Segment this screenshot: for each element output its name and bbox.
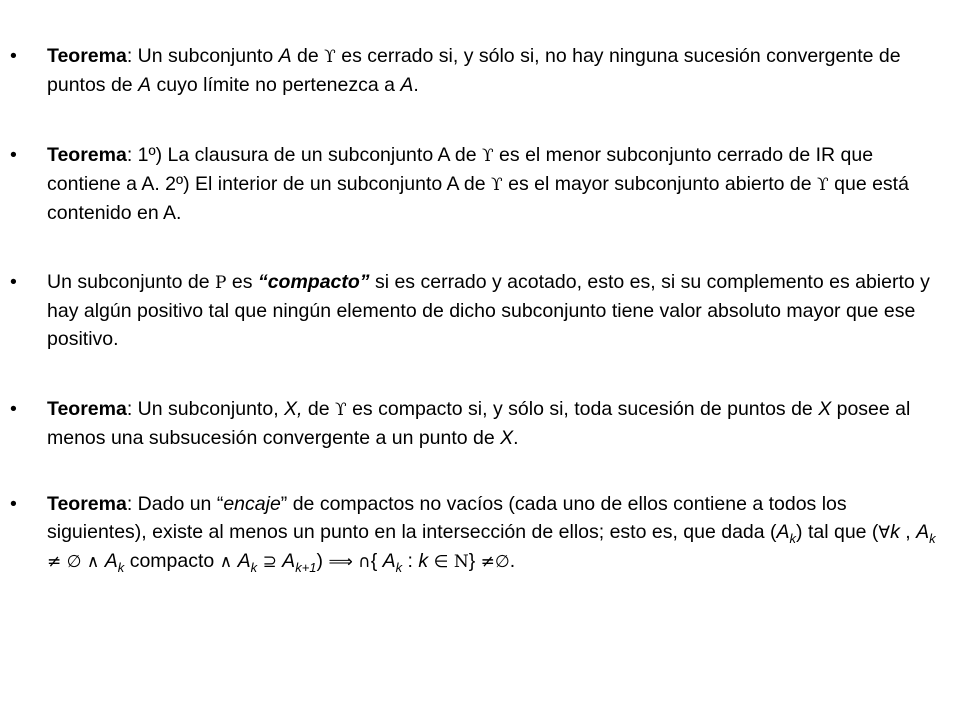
not-equal-symbol: ≠: [480, 552, 495, 572]
bullet-item-compact-definition: [10, 268, 937, 353]
bullet-marker: •: [10, 45, 17, 67]
superset-symbol: ⊇: [262, 552, 277, 572]
theorem-label: Teorema: [47, 398, 127, 420]
defined-term: “compacto”: [257, 271, 370, 293]
element-of-symbol: ∈: [433, 552, 449, 572]
intersection-symbol: ∩: [358, 552, 371, 572]
bullet-item-nested-compacts-theorem: [10, 490, 937, 576]
bullet-item-closure-interior-theorem: [10, 141, 937, 227]
item-text: Teorema: Dado un “encaje” de compactos no vacíos (cada uno de ellos contiene a todos los siguientes), existe al menos un punto en la intersección de ellos; esto es, que dada $(A_k)$ tal que (∀k , $A_k$ ≠ ∅ ∧ $A_k$ compacto ∧ $A_k$ ⊇ $A_{k+1}$) ⟹ ∩{ $A_k$ : k ∈ N} ≠∅.: [47, 493, 936, 575]
not-equal-symbol: ≠: [47, 552, 62, 572]
logical-and-symbol: ∧: [219, 552, 233, 572]
forall-symbol: ∀: [878, 523, 891, 543]
naturals-symbol: N: [453, 552, 469, 572]
p-symbol: P: [215, 273, 227, 293]
bullet-item-compact-sequence-theorem: [10, 395, 937, 452]
empty-set-symbol: ∅: [494, 552, 510, 572]
theorem-label: Teorema: [47, 493, 127, 515]
theorem-label: Teorema: [47, 144, 127, 166]
bullet-marker: •: [10, 271, 17, 293]
item-text: Teorema: 1º) La clausura de un subconjunto A de ϒ es el menor subconjunto cerrado de IR que contiene a A. 2º) El interior de un subconjunto A de ϒ es el mayor subconjunto abierto de ϒ que está contenido en A.: [47, 144, 909, 224]
upsilon-symbol: ϒ: [324, 47, 336, 67]
upsilon-symbol: ϒ: [491, 175, 503, 195]
implies-symbol: ⟹: [328, 552, 353, 572]
bullet-marker: •: [10, 144, 17, 166]
upsilon-symbol: ϒ: [481, 146, 494, 166]
bullet-item-closed-set-theorem: [10, 42, 937, 99]
upsilon-symbol: ϒ: [335, 400, 347, 420]
item-text: Un subconjunto de P es “compacto” si es cerrado y acotado, esto es, si su complemento es abierto y hay algún positivo tal que ningún elemento de dicho subconjunto tiene valor absoluto mayor que ese positivo.: [47, 271, 930, 350]
upsilon-symbol: ϒ: [817, 175, 829, 195]
bullet-marker: •: [10, 398, 17, 420]
logical-and-symbol: ∧: [86, 552, 100, 572]
item-text: Teorema: Un subconjunto, X, de ϒ es compacto si, y sólo si, toda sucesión de puntos de X posee al menos una subsucesión convergente a un punto de X.: [47, 398, 911, 449]
bullet-marker: •: [10, 493, 17, 515]
empty-set-symbol: ∅: [66, 552, 82, 572]
item-text: Teorema: Un subconjunto A de ϒ es cerrado si, y sólo si, no hay ninguna sucesión convergente de puntos de A cuyo límite no pertenezca a A.: [47, 45, 901, 96]
theorem-label: Teorema: [47, 45, 127, 67]
